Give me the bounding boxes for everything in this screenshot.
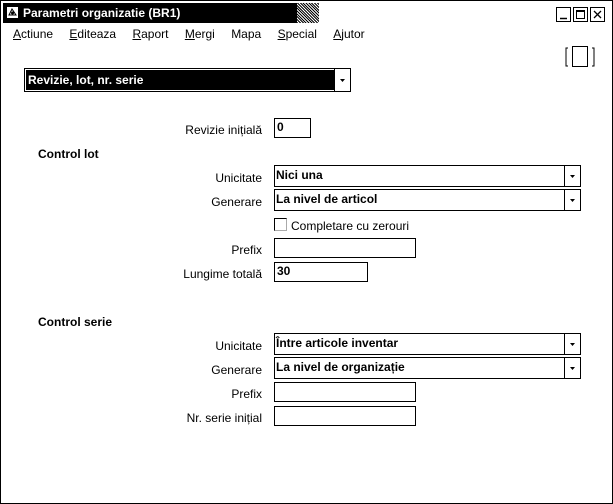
app-icon[interactable] [6, 6, 19, 19]
lot-total-length-input[interactable]: 30 [274, 262, 368, 282]
serial-uniqueness-select[interactable] [274, 333, 581, 355]
lot-generation-label: Generare [211, 195, 262, 209]
lot-prefix-input[interactable] [274, 238, 416, 258]
lot-prefix-label: Prefix [231, 243, 262, 257]
serial-prefix-input[interactable] [274, 382, 416, 402]
section-selector[interactable] [24, 68, 351, 92]
zero-fill-checkbox[interactable] [274, 218, 287, 231]
menu-bar [13, 27, 378, 43]
lot-uniqueness-label: Unicitate [215, 171, 262, 185]
maximize-button[interactable] [573, 7, 588, 22]
chevron-down-icon [565, 190, 580, 210]
window-title: Parametri organizatie (BR1) [23, 6, 181, 20]
minimize-button[interactable] [556, 7, 571, 22]
lot-generation-value: La nivel de articol [276, 192, 378, 206]
menu-actiune[interactable]: Actiune [13, 27, 54, 41]
chevron-down-icon [565, 358, 580, 378]
revision-label: Revizie inițială [185, 123, 262, 137]
lot-generation-dropdown-button[interactable] [564, 190, 580, 210]
serial-initial-input[interactable] [274, 406, 416, 426]
serial-generation-select[interactable] [274, 357, 581, 379]
title-bar-pattern [297, 3, 319, 23]
close-button[interactable] [590, 7, 605, 22]
menu-raport[interactable]: Raport [132, 27, 169, 41]
menu-special[interactable]: Special [277, 27, 317, 41]
zero-fill-label[interactable]: Completare cu zerouri [291, 219, 410, 233]
chevron-down-icon [565, 166, 580, 186]
record-indicator[interactable] [564, 45, 596, 69]
title-bar[interactable] [3, 3, 319, 23]
section-selector-value: Revizie, lot, nr. serie [26, 70, 334, 90]
serial-generation-dropdown-button[interactable] [564, 358, 580, 378]
menu-ajutor[interactable]: Ajutor [333, 27, 365, 41]
menu-mapa[interactable]: Mapa [231, 27, 262, 41]
chevron-down-icon [335, 69, 350, 91]
serial-prefix-label: Prefix [231, 387, 262, 401]
serial-initial-label: Nr. serie inițial [186, 411, 262, 425]
revision-input[interactable]: 0 [274, 118, 311, 138]
chevron-down-icon [565, 334, 580, 354]
lot-uniqueness-dropdown-button[interactable] [564, 166, 580, 186]
serial-uniqueness-label: Unicitate [215, 339, 262, 353]
lot-generation-select[interactable] [274, 189, 581, 211]
record-indicator-icon [564, 45, 596, 69]
serial-uniqueness-dropdown-button[interactable] [564, 334, 580, 354]
maximize-icon [574, 8, 587, 21]
lot-section-heading: Control lot [38, 147, 99, 161]
serial-section-heading: Control serie [38, 315, 113, 329]
menu-editeaza[interactable]: Editeaza [69, 27, 117, 41]
lot-uniqueness-value: Nici una [276, 168, 323, 182]
lot-uniqueness-select[interactable] [274, 165, 581, 187]
minimize-icon [557, 8, 570, 21]
lot-total-length-label: Lungime totală [183, 267, 262, 281]
section-selector-dropdown-button[interactable] [334, 69, 350, 91]
serial-generation-value: La nivel de organizație [276, 360, 405, 374]
close-icon [591, 8, 604, 21]
serial-uniqueness-value: Între articole inventar [276, 336, 399, 350]
menu-mergi[interactable]: Mergi [184, 27, 215, 41]
serial-generation-label: Generare [211, 363, 262, 377]
